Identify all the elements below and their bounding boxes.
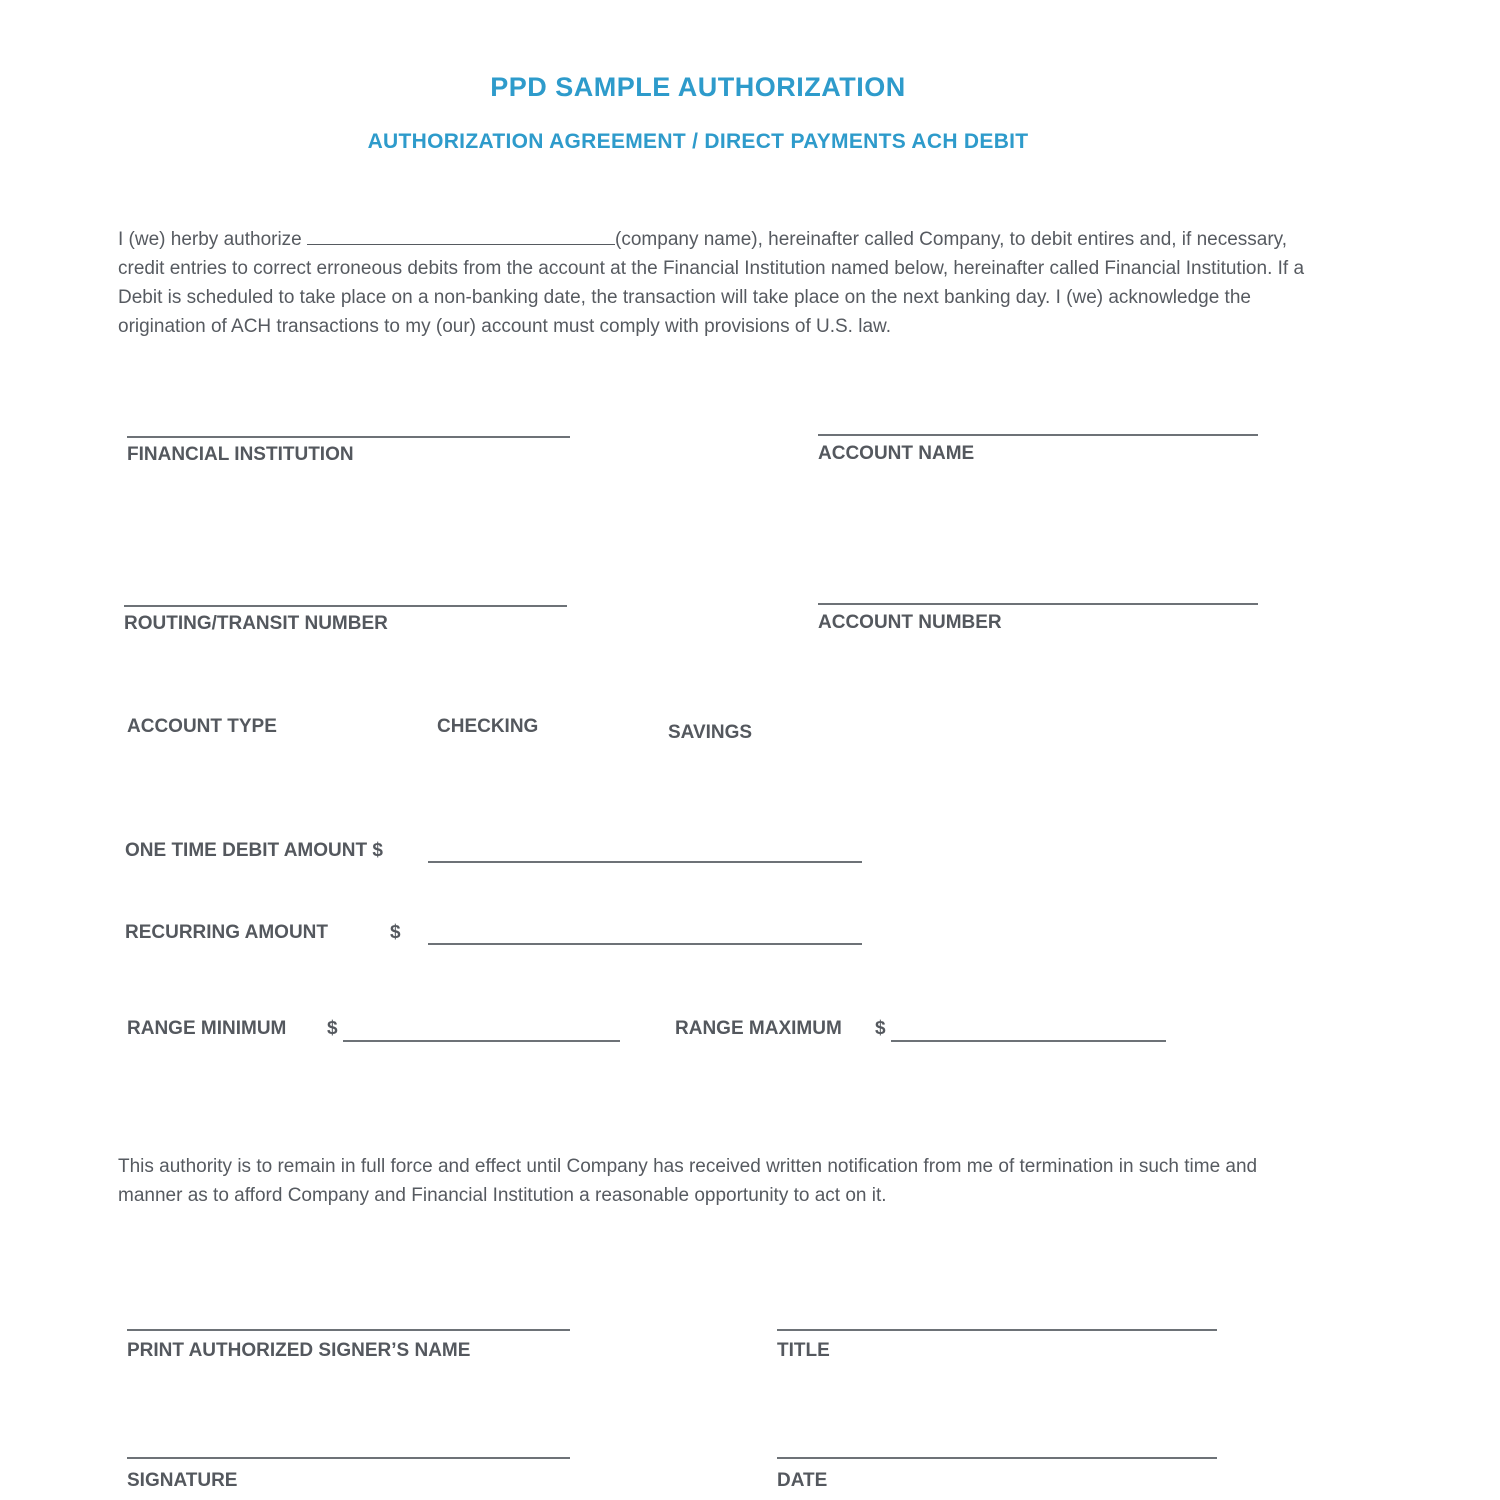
title-label: TITLE (777, 1340, 830, 1361)
page-subtitle: AUTHORIZATION AGREEMENT / DIRECT PAYMENTS ACH DEBIT (367, 130, 1029, 153)
range-maximum-label: RANGE MAXIMUM (675, 1018, 842, 1039)
closing-paragraph: This authority is to remain in full force and effect until Company has received written notification from me of termination in such time and manner as to afford Company and Financial Institution a reasonable opportunity to act on it. (118, 1156, 1258, 1206)
financial-institution-blank-line (127, 436, 570, 438)
range-maximum-blank-line (891, 1040, 1166, 1042)
account-name-blank-line (818, 434, 1258, 436)
routing-transit-blank-line (124, 605, 567, 607)
print-name-blank-line (127, 1329, 570, 1331)
date-label: DATE (777, 1470, 828, 1491)
recurring-amount-blank-line (428, 943, 862, 945)
one-time-debit-amount-blank-line (428, 861, 862, 863)
company-name-blank-line (307, 225, 615, 245)
account-number-label: ACCOUNT NUMBER (818, 612, 1002, 633)
title-blank-line (777, 1329, 1217, 1331)
date-blank-line (777, 1457, 1217, 1459)
range-minimum-dollar-sign: $ (327, 1018, 338, 1039)
print-name-label: PRINT AUTHORIZED SIGNER’S NAME (127, 1340, 471, 1361)
range-minimum-blank-line (343, 1040, 620, 1042)
recurring-amount-dollar-sign: $ (390, 922, 401, 943)
page-title: PPD SAMPLE AUTHORIZATION (490, 72, 906, 102)
range-maximum-dollar-sign: $ (875, 1018, 886, 1039)
recurring-amount-label: RECURRING AMOUNT (125, 922, 329, 943)
checking-label: CHECKING (437, 716, 539, 737)
routing-transit-label: ROUTING/TRANSIT NUMBER (124, 613, 388, 634)
intro-text-before: I (we) herby authorize (118, 229, 308, 250)
account-type-label: ACCOUNT TYPE (127, 716, 277, 737)
signature-blank-line (127, 1457, 570, 1459)
range-minimum-label: RANGE MINIMUM (127, 1018, 287, 1039)
signature-label: SIGNATURE (127, 1470, 238, 1491)
intro-paragraph (118, 225, 1308, 341)
savings-label: SAVINGS (668, 722, 753, 743)
intro-text-after: (company name), hereinafter called Company, to debit entires and, if necessary, credit entries to correct erroneous debits from the account at the Financial Institution named below, hereinafter called Financial Institution. If a Debit is scheduled to take place on a non-banking date, the transaction will take place on the next banking day. I (we) acknowledge the origination of ACH transactions to my (our) account must comply with provisions of U.S. law. (118, 229, 1305, 337)
account-name-label: ACCOUNT NAME (818, 443, 975, 464)
account-number-blank-line (818, 603, 1258, 605)
one-time-debit-amount-label: ONE TIME DEBIT AMOUNT $ (125, 840, 383, 861)
financial-institution-label: FINANCIAL INSTITUTION (127, 444, 354, 465)
